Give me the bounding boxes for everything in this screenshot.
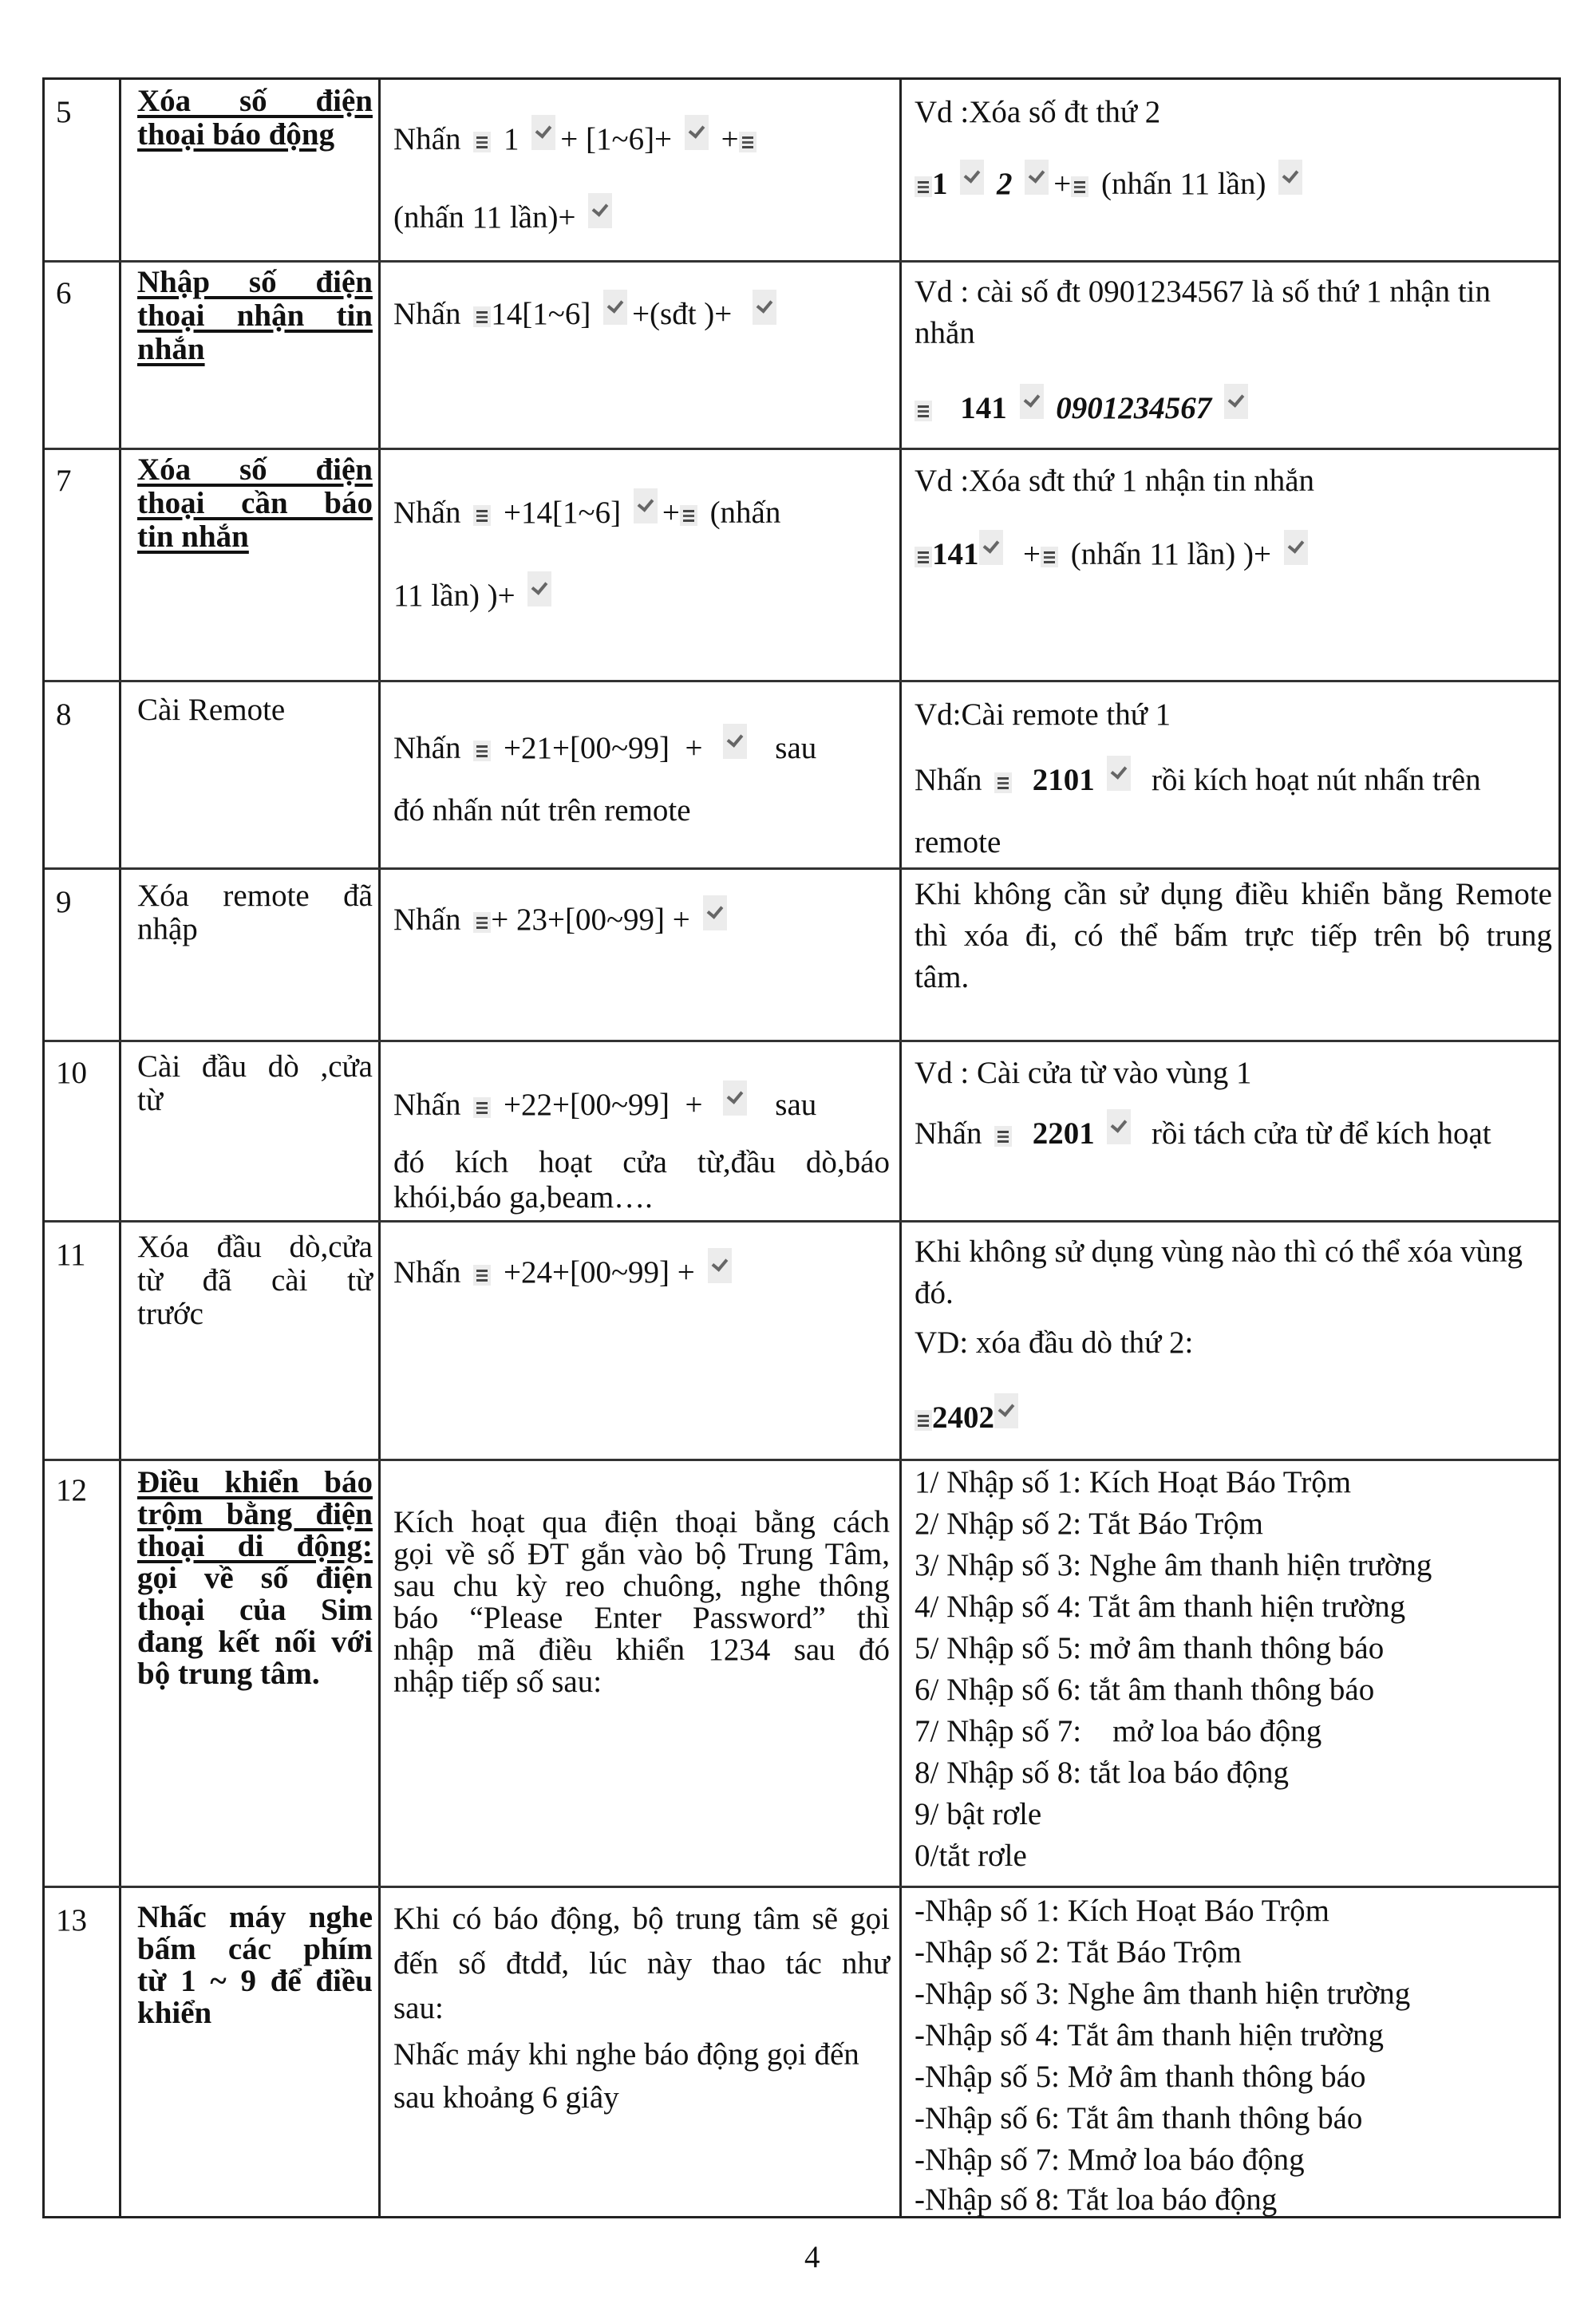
function-title-line: Điều khiển báo	[137, 1465, 373, 1499]
instruction-text: Nhấn	[393, 1088, 461, 1122]
row-number: 6	[56, 276, 72, 310]
table-row	[45, 1040, 1558, 1220]
example-line: tâm.	[915, 960, 970, 994]
instruction-line: nhập mã điều khiển 1234 sau đó	[393, 1633, 890, 1667]
instruction-line: đó kích hoạt cửa từ,đầu dò,báo	[393, 1145, 890, 1179]
instruction-line: đến số đtdđ, lúc này thao tác như	[393, 1946, 890, 1981]
example-line: VD: xóa đầu dò thứ 2:	[915, 1325, 1194, 1360]
example-line	[915, 762, 1552, 800]
check-key-icon	[708, 1248, 732, 1283]
function-cell	[121, 870, 381, 1040]
check-key-icon	[960, 160, 984, 195]
instruction-line	[393, 578, 890, 616]
example-line	[915, 166, 1552, 204]
example-cell	[902, 1042, 1558, 1220]
instruction-line: khói,báo ga,beam….	[393, 1180, 653, 1215]
function-title-line: Cài đầu dò ,cửa	[137, 1049, 373, 1084]
example-line: Vd :Xóa số đt thứ 2	[915, 95, 1161, 129]
instruction-cell	[381, 263, 899, 448]
menu-key-icon	[994, 772, 1012, 793]
menu-key-icon	[1071, 176, 1088, 197]
function-cell	[121, 1461, 381, 1886]
menu-key-icon	[473, 1265, 491, 1286]
instruction-line: sau:	[393, 1991, 444, 2025]
function-cell	[121, 1223, 381, 1459]
example-cell	[902, 870, 1558, 1040]
example-text: +	[1023, 537, 1041, 571]
check-key-icon	[723, 1080, 747, 1116]
example-key: 2101	[1032, 763, 1095, 797]
row-number: 13	[56, 1903, 87, 1938]
example-text: rồi kích hoạt nút nhấn trên	[1151, 763, 1481, 797]
instruction-text: Nhấn	[393, 496, 461, 530]
instruction-text: sau	[775, 731, 817, 765]
menu-key-icon	[473, 132, 491, 152]
example-line: -Nhập số 3: Nghe âm thanh hiện trường	[915, 1977, 1411, 2011]
function-title-line: từ 1 ~ 9 để điều	[137, 1964, 373, 1998]
instruction-line: sau chu kỳ reo chuông, nghe thông	[393, 1569, 890, 1603]
instruction-line: Kích hoạt qua điện thoại bằng cách	[393, 1505, 890, 1539]
function-title-line: trộm bằng điện	[137, 1497, 373, 1531]
instruction-line	[393, 730, 890, 768]
instruction-cell	[381, 450, 899, 680]
instruction-text: Nhấn	[393, 297, 461, 331]
instruction-line	[393, 199, 890, 238]
check-key-icon	[1107, 756, 1131, 791]
function-title-line: thoại báo động	[137, 117, 335, 152]
instruction-line	[393, 495, 890, 533]
check-key-icon	[685, 115, 709, 150]
row-number: 9	[56, 885, 72, 919]
check-key-icon	[1278, 160, 1302, 195]
example-line: 8/ Nhập số 8: tắt loa báo động	[915, 1756, 1290, 1790]
example-line: 7/ Nhập số 7: mở loa báo động	[915, 1714, 1322, 1748]
function-cell	[121, 263, 381, 448]
function-title-line: thoại di động:	[137, 1529, 373, 1563]
table-row	[45, 1886, 1558, 2216]
example-line	[915, 1400, 1552, 1438]
instruction-text: Nhấn	[393, 122, 461, 156]
instruction-cell	[381, 1223, 899, 1459]
instruction-text: + [1~6]+	[560, 122, 673, 156]
function-title-line: trước	[137, 1297, 203, 1331]
example-key: 2201	[1032, 1116, 1095, 1151]
example-line	[915, 390, 1552, 429]
instruction-text: 14[1~6]	[491, 297, 591, 331]
function-title-line: gọi về số điện	[137, 1561, 373, 1595]
table-row	[45, 80, 1558, 260]
row-number: 11	[56, 1238, 86, 1272]
check-key-icon	[1224, 384, 1248, 419]
example-cell	[902, 80, 1558, 260]
function-title-line: khiển	[137, 1996, 212, 2030]
example-text: Nhấn	[915, 1116, 982, 1151]
instruction-text: +	[721, 122, 739, 156]
example-key: 141	[960, 391, 1007, 425]
example-line: 6/ Nhập số 6: tắt âm thanh thông báo	[915, 1673, 1375, 1707]
instruction-text: +	[662, 496, 680, 530]
example-line: -Nhập số 1: Kích Hoạt Báo Trộm	[915, 1894, 1329, 1928]
function-title-line: nhập	[137, 912, 198, 946]
check-key-icon	[1107, 1109, 1131, 1144]
menu-key-icon	[473, 741, 491, 761]
menu-key-icon	[680, 505, 697, 526]
instruction-cell	[381, 1888, 899, 2216]
example-line: -Nhập số 6: Tắt âm thanh thông báo	[915, 2101, 1363, 2135]
check-key-icon	[531, 115, 555, 150]
function-title-line: Nhấc máy nghe	[137, 1900, 373, 1934]
table-row	[45, 680, 1558, 867]
function-cell	[121, 80, 381, 260]
instruction-text: (nhấn	[709, 496, 781, 530]
instruction-text: +24+[00~99] +	[503, 1255, 695, 1290]
example-line: đó.	[915, 1276, 954, 1310]
example-line: -Nhập số 8: Tắt loa báo động	[915, 2182, 1278, 2217]
example-cell	[902, 1461, 1558, 1886]
example-cell	[902, 450, 1558, 680]
check-key-icon	[753, 290, 776, 325]
example-cell	[902, 1888, 1558, 2216]
example-line: 9/ bật rơle	[915, 1797, 1042, 1831]
instruction-text: Nhấn	[393, 731, 461, 765]
check-key-icon	[634, 488, 658, 523]
instruction-text: Nhấn	[393, 1255, 461, 1290]
example-cell	[902, 263, 1558, 448]
instruction-cell	[381, 682, 899, 867]
instruction-text: +14[1~6]	[503, 496, 622, 530]
table-row	[45, 448, 1558, 680]
instruction-cell	[381, 80, 899, 260]
example-key: 141	[932, 537, 979, 571]
example-line: -Nhập số 2: Tắt Báo Trộm	[915, 1935, 1242, 1969]
function-title-line: Xóa số điện	[137, 84, 373, 118]
check-key-icon	[527, 571, 551, 606]
example-line: 0/tắt rơle	[915, 1839, 1027, 1873]
instruction-line	[393, 902, 890, 940]
check-key-icon	[1020, 384, 1044, 419]
menu-key-icon	[915, 547, 932, 567]
instruction-text: (nhấn 11 lần)+	[393, 200, 576, 235]
function-title-line: thoại của Sim	[137, 1593, 373, 1627]
table-row	[45, 1459, 1558, 1886]
example-line: -Nhập số 7: Mmở loa báo động	[915, 2143, 1305, 2177]
example-line: nhắn	[915, 316, 975, 350]
example-cell	[902, 682, 1558, 867]
example-line: Vd : Cài cửa từ vào vùng 1	[915, 1056, 1252, 1090]
example-text: +	[1053, 167, 1072, 201]
example-line: thì xóa đi, có thể bấm trực tiếp trên bộ trung	[915, 918, 1552, 953]
function-title-line: Nhập số điện	[137, 265, 373, 299]
function-title-line: Cài Remote	[137, 693, 286, 727]
example-line	[915, 536, 1552, 575]
example-line: 5/ Nhập số 5: mở âm thanh thông báo	[915, 1631, 1385, 1665]
instruction-cell	[381, 1461, 899, 1886]
function-title-line: Xóa đầu dò,cửa	[137, 1230, 373, 1264]
function-title-line: Xóa remote đã	[137, 879, 373, 913]
instruction-text: +(sđt )+	[632, 297, 733, 331]
instruction-line: Nhấc máy khi nghe báo động gọi đến	[393, 2037, 859, 2072]
function-title-line: thoại nhận tin	[137, 298, 373, 333]
instruction-line: gọi về số ĐT gắn vào bộ Trung Tâm,	[393, 1537, 890, 1571]
instruction-text: +21+[00~99] +	[503, 731, 703, 765]
example-line: 2/ Nhập số 2: Tắt Báo Trộm	[915, 1507, 1263, 1541]
instruction-text: 1	[503, 122, 519, 156]
example-line	[915, 1116, 1552, 1154]
row-number-cell	[45, 80, 119, 260]
page-number: 4	[804, 2240, 820, 2274]
instruction-line: sau khoảng 6 giây	[393, 2080, 619, 2115]
row-number: 5	[56, 95, 72, 129]
table-row	[45, 1220, 1558, 1459]
function-title-line: bộ trung tâm.	[137, 1657, 320, 1691]
instruction-line: báo “Please Enter Password” thì	[393, 1601, 890, 1635]
row-number: 8	[56, 697, 72, 732]
function-title-line: nhắn	[137, 332, 205, 366]
menu-key-icon	[473, 912, 491, 933]
example-text: rồi tách cửa từ để kích hoạt	[1151, 1116, 1491, 1151]
menu-key-icon	[473, 1097, 491, 1118]
row-number: 7	[56, 464, 72, 498]
check-key-icon	[979, 530, 1003, 565]
instruction-text: Nhấn	[393, 903, 461, 937]
example-line: -Nhập số 5: Mở âm thanh thông báo	[915, 2060, 1366, 2094]
menu-key-icon	[1041, 547, 1058, 567]
menu-key-icon	[915, 401, 932, 421]
table-row	[45, 867, 1558, 1040]
menu-key-icon	[473, 306, 491, 327]
instruction-cell	[381, 870, 899, 1040]
example-line: Khi không sử dụng vùng nào thì có thể xóa vùng	[915, 1234, 1523, 1269]
instruction-text: 11 lần) )+	[393, 579, 516, 613]
example-text: Nhấn	[915, 763, 982, 797]
instruction-line	[393, 296, 890, 334]
function-cell	[121, 450, 381, 680]
instruction-line: nhập tiếp số sau:	[393, 1665, 602, 1699]
check-key-icon	[1025, 160, 1049, 195]
instruction-text: sau	[775, 1088, 817, 1122]
function-title-line: Xóa số điện	[137, 452, 373, 487]
menu-key-icon	[473, 505, 491, 526]
function-cell	[121, 1042, 381, 1220]
table-row	[45, 260, 1558, 448]
function-title-line: đang kết nối với	[137, 1625, 373, 1659]
function-cell	[121, 682, 381, 867]
check-key-icon	[703, 895, 727, 930]
row-number: 12	[56, 1473, 87, 1507]
check-key-icon	[603, 290, 627, 325]
example-line: 1/ Nhập số 1: Kích Hoạt Báo Trộm	[915, 1465, 1352, 1499]
function-title-line: bấm các phím	[137, 1932, 373, 1966]
example-key: 1	[932, 167, 948, 201]
example-text: (nhấn 11 lần)	[1101, 167, 1266, 201]
example-line: Vd : cài số đt 0901234567 là số thứ 1 nhận tin	[915, 275, 1491, 309]
menu-key-icon	[739, 132, 757, 152]
instruction-line	[393, 121, 890, 160]
example-key: 2402	[932, 1400, 994, 1435]
check-key-icon	[1284, 530, 1308, 565]
instruction-table	[42, 77, 1561, 2218]
example-line: -Nhập số 4: Tắt âm thanh hiện trường	[915, 2018, 1385, 2052]
check-key-icon	[723, 724, 747, 759]
example-line: remote	[915, 825, 1001, 859]
instruction-line	[393, 1254, 890, 1293]
instruction-text: + 23+[00~99] +	[491, 903, 690, 937]
example-line: Vd :Xóa sđt thứ 1 nhận tin nhắn	[915, 464, 1315, 498]
example-line: Vd:Cài remote thứ 1	[915, 697, 1171, 732]
example-cell	[902, 1223, 1558, 1459]
check-key-icon	[994, 1393, 1018, 1428]
instruction-line: đó nhấn nút trên remote	[393, 793, 691, 828]
example-text: (nhấn 11 lần) )+	[1070, 537, 1271, 571]
menu-key-icon	[915, 176, 932, 197]
instruction-cell	[381, 1042, 899, 1220]
row-number: 10	[56, 1056, 87, 1090]
function-cell	[121, 1888, 381, 2216]
menu-key-icon	[994, 1126, 1012, 1147]
example-key: 2	[997, 167, 1013, 201]
example-line: Khi không cần sử dụng điều khiển bằng Remote	[915, 877, 1552, 911]
instruction-line	[393, 1087, 890, 1125]
function-title-line: từ đã cài từ	[137, 1263, 373, 1298]
function-title-line: từ	[137, 1083, 163, 1117]
menu-key-icon	[915, 1410, 932, 1431]
example-line: 4/ Nhập số 4: Tắt âm thanh hiện trường	[915, 1590, 1406, 1624]
instruction-line: Khi có báo động, bộ trung tâm sẽ gọi	[393, 1902, 890, 1936]
example-line: 3/ Nhập số 3: Nghe âm thanh hiện trường	[915, 1548, 1432, 1582]
example-key: 0901234567	[1056, 391, 1212, 425]
check-key-icon	[588, 193, 612, 228]
function-title-line: tin nhắn	[137, 519, 249, 554]
instruction-text: +22+[00~99] +	[503, 1088, 703, 1122]
function-title-line: thoại cần báo	[137, 486, 373, 520]
